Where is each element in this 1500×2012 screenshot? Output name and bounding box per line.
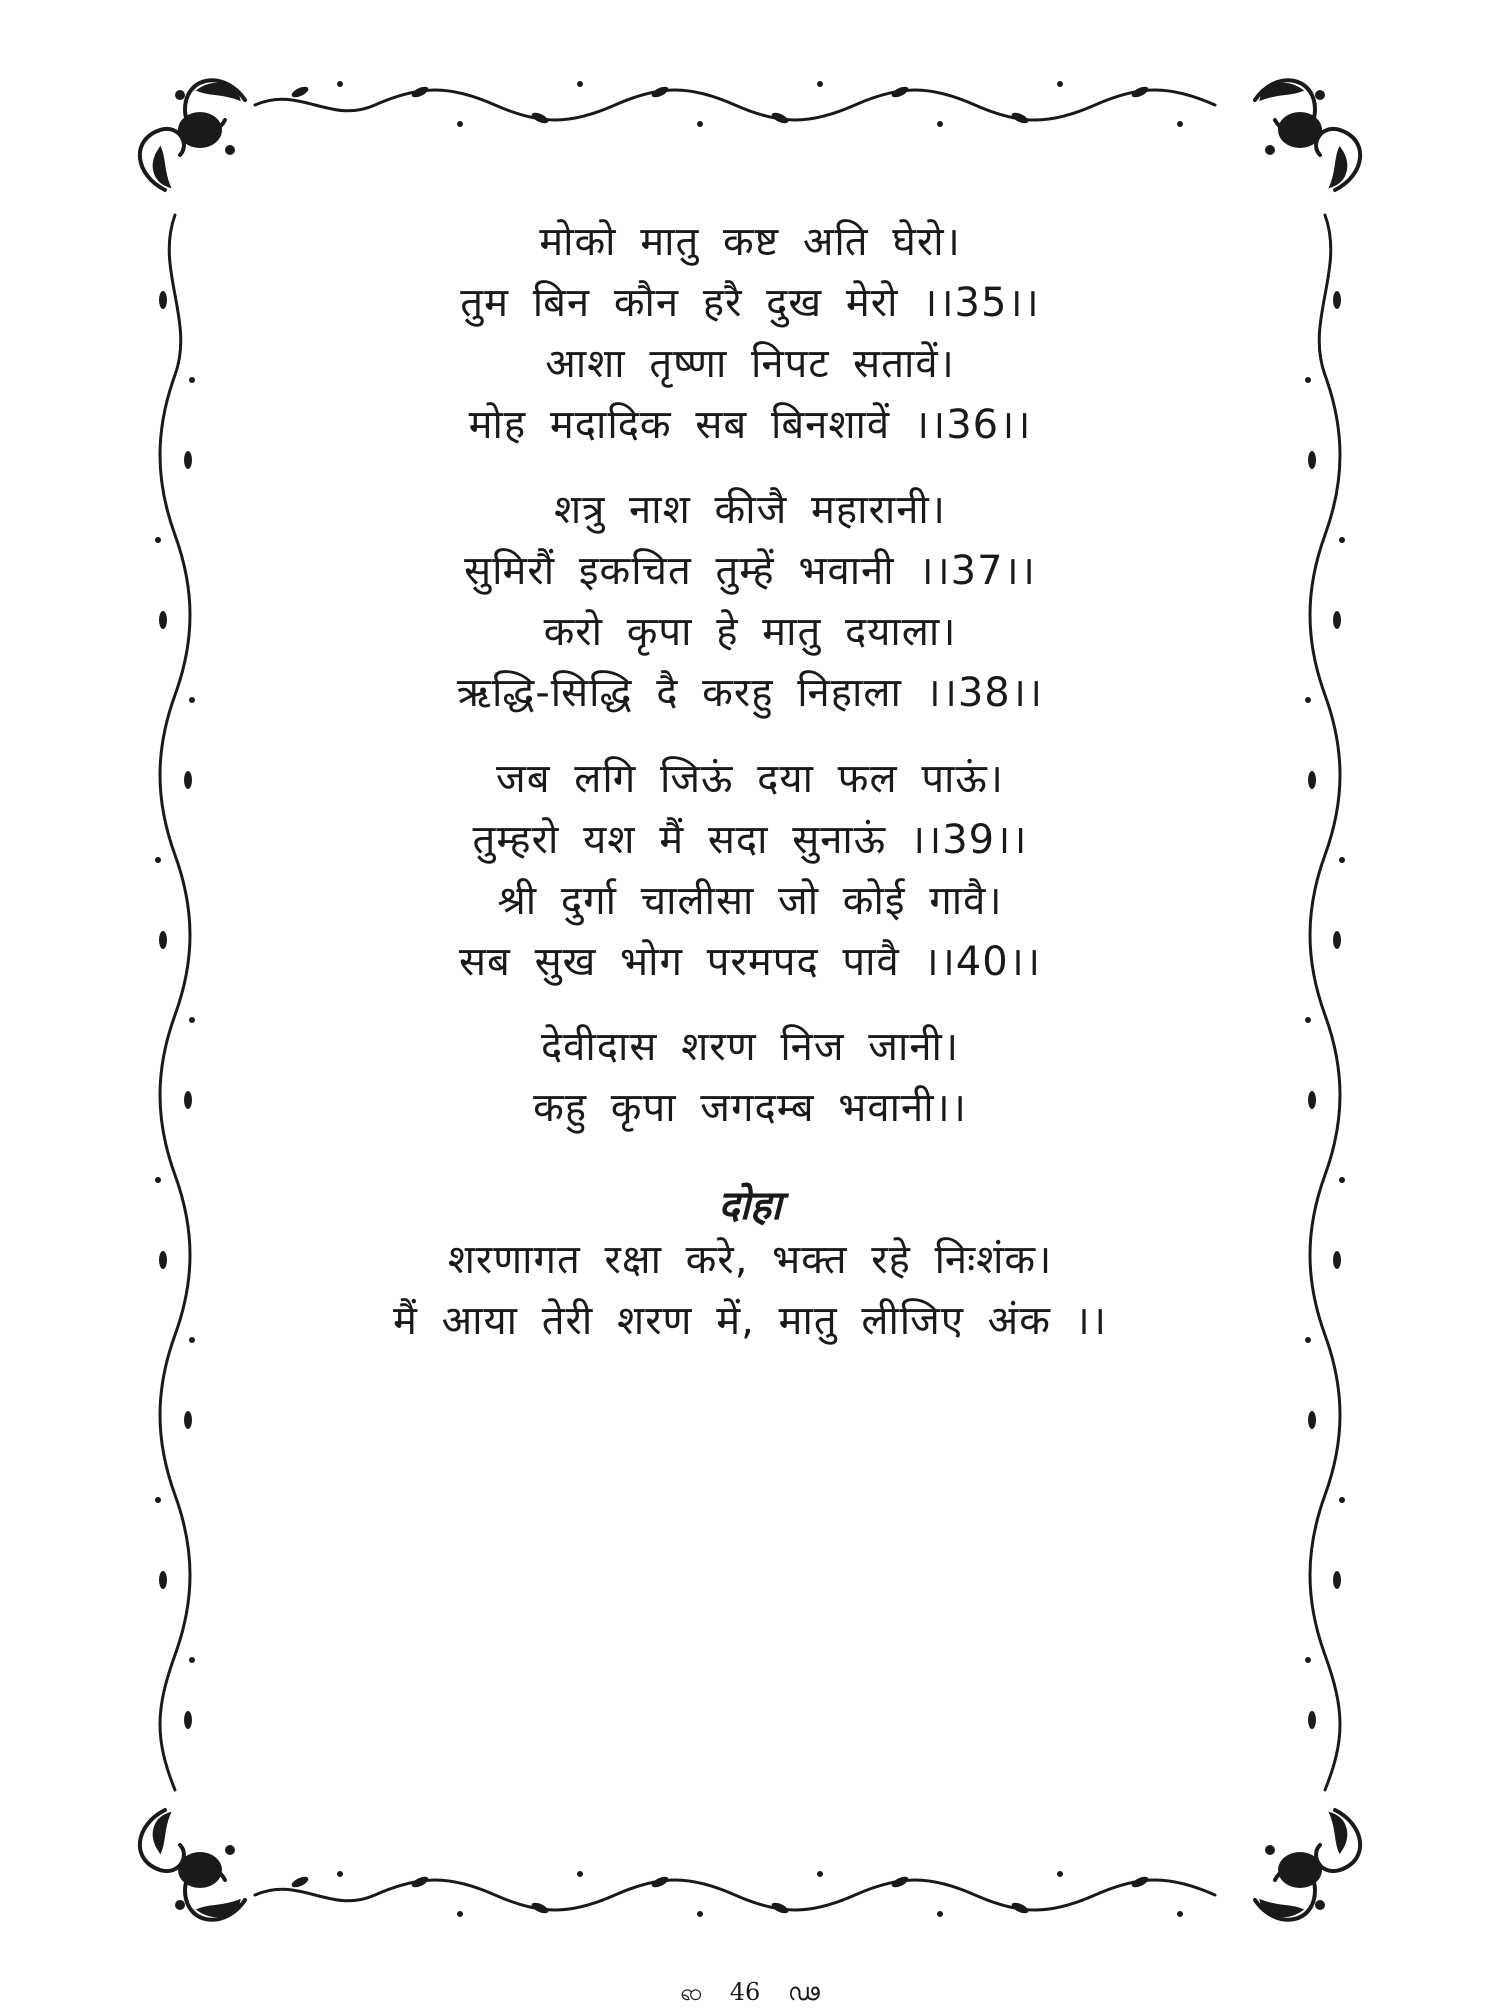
page-number: 46 xyxy=(729,1978,761,2006)
verse-line: मोह मदादिक सब बिनशावें ।।36।। xyxy=(468,402,1032,448)
verse-line: देवीदास शरण निज जानी। xyxy=(540,1024,960,1070)
doha-line: मैं आया तेरी शरण में, मातु लीजिए अंक ।। xyxy=(392,1298,1108,1344)
verse-line: मोको मातु कष्ट अति घेरो। xyxy=(539,219,961,265)
corner-flourish-bottom-right xyxy=(1255,1810,1360,1920)
verse-line: सुमिरौं इकचित तुम्हें भवानी ।।37।। xyxy=(464,548,1036,594)
verse-line: तुम बिन कौन हरै दुख मेरो ।।35।। xyxy=(460,280,1040,326)
page-footer xyxy=(0,1976,1500,2012)
right-footer-ornament: ഢ xyxy=(787,1978,820,2006)
doha-heading: दोहा xyxy=(718,1183,782,1229)
stanza-2 xyxy=(0,480,1500,724)
verse-line: तुम्हरो यश मैं सदा सुनाऊं ।।39।। xyxy=(472,817,1028,863)
verse-line: कहु कृपा जगदम्ब भवानी।। xyxy=(533,1085,967,1131)
left-footer-ornament: ၹ xyxy=(680,1978,703,2006)
bottom-vine-ornament xyxy=(255,1880,1215,1910)
stanza-1 xyxy=(0,212,1500,456)
verse-line: सब सुख भोग परमपद पावै ।।40।। xyxy=(458,939,1042,985)
verse-line: शत्रु नाश कीजै महारानी। xyxy=(554,487,946,533)
stanza-3 xyxy=(0,749,1500,993)
verse-line: ऋद्धि-सिद्धि दै करहु निहाला ।।38।। xyxy=(456,670,1044,716)
corner-flourish-top-right xyxy=(1255,80,1360,190)
top-vine-ornament xyxy=(255,90,1215,120)
doha-couplet xyxy=(0,1230,1500,1352)
verse-line: आशा तृष्णा निपट सतावें। xyxy=(545,341,955,387)
verse-line: श्री दुर्गा चालीसा जो कोई गावै। xyxy=(497,878,1003,924)
verse-line: करो कृपा हे मातु दयाला। xyxy=(543,609,957,655)
verse-line: जब लगि जिऊं दया फल पाऊं। xyxy=(496,756,1004,802)
corner-flourish-top-left xyxy=(140,80,245,190)
doha-line: शरणागत रक्षा करे, भक्त रहे निःशंक। xyxy=(447,1237,1053,1283)
stanza-4 xyxy=(0,1017,1500,1139)
corner-flourish-bottom-left xyxy=(140,1810,245,1920)
